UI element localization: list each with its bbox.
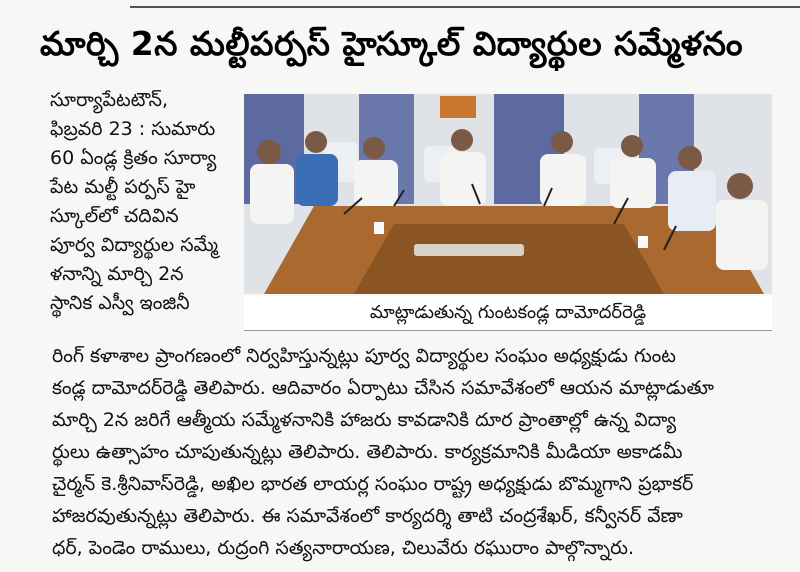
body-line: చైర్మన్ కె.శ్రీనివాస్‌రెడ్డి, అఖిల భారత లాయర్ల సంఘం రాష్ట్ర అధ్యక్షుడు బొమ్మగాని ప్రభాకర్	[52, 473, 694, 495]
body-line: కండ్ల దామోదర్‌రెడ్డి తెలిపారు. ఆదివారం ఏర్పాటు చేసిన సమావేశంలో ఆయన మాట్లాడుతూ	[52, 377, 714, 399]
column-line: పూర్వ విద్యార్థుల సమ్మే	[50, 234, 219, 256]
column-line: 60 ఏండ్ల క్రితం సూర్యా	[50, 147, 217, 169]
body-line: ర్థులు ఉత్సాహం చూపుతున్నట్లు తెలిపారు. తెలిపారు. కార్యక్రమానికి మీడియా అకాడమీ	[52, 441, 683, 463]
column-line: స్కూల్‌లో చదివిన	[50, 205, 179, 227]
column-line: సూర్యాపేటటౌన్,	[50, 89, 169, 111]
column-line: ఫిబ్రవరి 23 : సుమారు	[50, 118, 216, 140]
meeting-photo-drawing	[244, 94, 772, 294]
column-line: పేట మల్టీ పర్పస్ హై	[50, 176, 196, 198]
article-body-text	[52, 340, 782, 564]
column-line: స్థానిక ఎస్వీ ఇంజినీ	[50, 292, 190, 314]
meeting-photo	[244, 94, 772, 294]
body-line: ధర్, పెండెం రాములు, రుద్రంగి సత్యనారాయణ, చిలువేరు రఘురాం పాల్గొన్నారు.	[52, 537, 635, 559]
headline: మార్చి 2న మల్టీపర్పస్ హైస్కూల్ విద్యార్థుల సమ్మేళనం	[40, 24, 744, 63]
body-line: హాజరవుతున్నట్లు తెలిపారు. ఈ సమావేశంలో కార్యదర్శి తాటి చంద్రశేఖర్, కన్వీనర్ వేణా	[52, 505, 683, 527]
body-line: మార్చి 2న జరిగే ఆత్మీయ సమ్మేళనానికి హాజరు కావడానికి దూర ప్రాంతాల్లో ఉన్న విద్యా	[52, 409, 677, 431]
photo-caption: మాట్లాడుతున్న గుంటకండ్ల దామోదర్‌రెడ్డి	[244, 296, 772, 331]
body-line: రింగ్ కళాశాల ప్రాంగణంలో నిర్వహిస్తున్నట్లు పూర్వ విద్యార్థుల సంఘం అధ్యక్షుడు గుంట	[52, 345, 676, 367]
article-column-text	[50, 86, 250, 318]
top-rule	[130, 6, 800, 8]
column-line: ళనాన్ని మార్చి 2న	[50, 263, 184, 285]
portrait-frame	[440, 96, 476, 118]
